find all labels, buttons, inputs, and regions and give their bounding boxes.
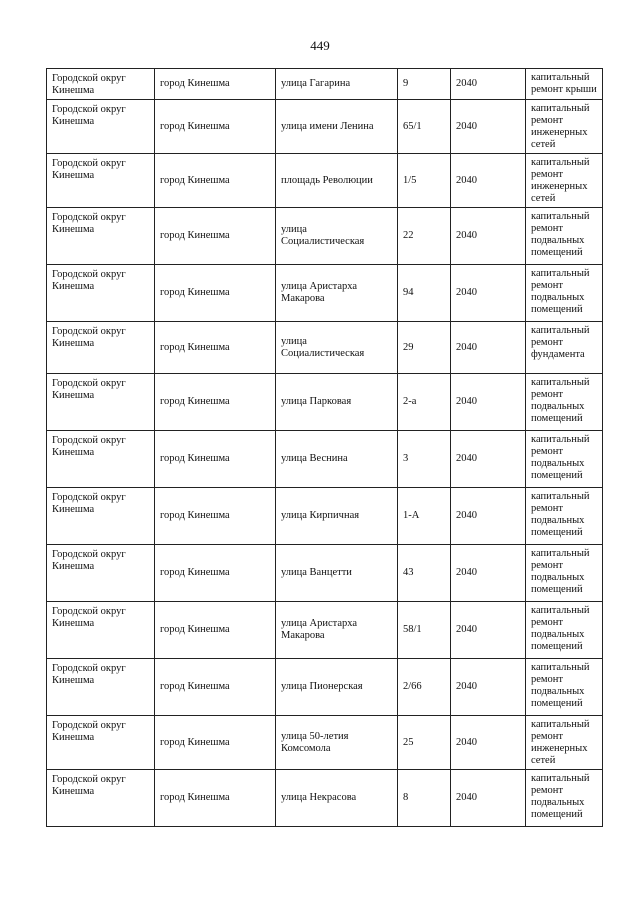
repair-registry-table [46,68,603,827]
table-row [47,545,603,602]
district-cell: Городской округ Кинешма [47,374,155,431]
street-cell: улица Социалистическая [276,322,398,374]
table-row [47,716,603,770]
work-type-cell: капитальный ремонт инженерных сетей [526,716,603,770]
locality-cell: город Кинешма [155,431,276,488]
work-type-cell: капитальный ремонт подвальных помещений [526,659,603,716]
year-cell: 2040 [451,154,526,208]
work-type-cell: капитальный ремонт подвальных помещений [526,770,603,827]
house-cell: 1/5 [398,154,451,208]
work-type-cell: капитальный ремонт подвальных помещений [526,265,603,322]
work-type-cell: капитальный ремонт подвальных помещений [526,374,603,431]
work-type-cell: капитальный ремонт подвальных помещений [526,431,603,488]
year-cell: 2040 [451,100,526,154]
year-cell: 2040 [451,265,526,322]
district-cell: Городской округ Кинешма [47,100,155,154]
district-cell: Городской округ Кинешма [47,322,155,374]
locality-cell: город Кинешма [155,208,276,265]
locality-cell: город Кинешма [155,100,276,154]
year-cell: 2040 [451,659,526,716]
district-cell: Городской округ Кинешма [47,69,155,100]
street-cell: улица Веснина [276,431,398,488]
year-cell: 2040 [451,545,526,602]
district-cell: Городской округ Кинешма [47,208,155,265]
work-type-cell: капитальный ремонт подвальных помещений [526,488,603,545]
work-type-cell: капитальный ремонт подвальных помещений [526,545,603,602]
page-number: 449 [310,38,330,53]
district-cell: Городской округ Кинешма [47,431,155,488]
year-cell: 2040 [451,716,526,770]
street-cell: улица имени Ленина [276,100,398,154]
table-row [47,154,603,208]
table-row [47,322,603,374]
street-cell: улица Аристарха Макарова [276,602,398,659]
house-cell: 3 [398,431,451,488]
work-type-cell: капитальный ремонт подвальных помещений [526,602,603,659]
street-cell: улица Социалистическая [276,208,398,265]
table-row [47,431,603,488]
locality-cell: город Кинешма [155,488,276,545]
locality-cell: город Кинешма [155,322,276,374]
house-cell: 8 [398,770,451,827]
district-cell: Городской округ Кинешма [47,545,155,602]
locality-cell: город Кинешма [155,659,276,716]
table-row [47,208,603,265]
street-cell: улица 50-летия Комсомола [276,716,398,770]
table-row [47,770,603,827]
work-type-cell: капитальный ремонт фундамента [526,322,603,374]
table-row [47,265,603,322]
year-cell: 2040 [451,488,526,545]
street-cell: улица Пионерская [276,659,398,716]
street-cell: улица Кирпичная [276,488,398,545]
district-cell: Городской округ Кинешма [47,770,155,827]
year-cell: 2040 [451,322,526,374]
table-row [47,659,603,716]
year-cell: 2040 [451,208,526,265]
street-cell: улица Аристарха Макарова [276,265,398,322]
house-cell: 1-А [398,488,451,545]
work-type-cell: капитальный ремонт инженерных сетей [526,100,603,154]
work-type-cell: капитальный ремонт инженерных сетей [526,154,603,208]
street-cell: площадь Революции [276,154,398,208]
locality-cell: город Кинешма [155,374,276,431]
table-row [47,488,603,545]
house-cell: 22 [398,208,451,265]
street-cell: улица Парковая [276,374,398,431]
locality-cell: город Кинешма [155,69,276,100]
year-cell: 2040 [451,69,526,100]
table-row [47,100,603,154]
locality-cell: город Кинешма [155,716,276,770]
locality-cell: город Кинешма [155,545,276,602]
year-cell: 2040 [451,431,526,488]
district-cell: Городской округ Кинешма [47,154,155,208]
table-row [47,69,603,100]
house-cell: 65/1 [398,100,451,154]
house-cell: 2-а [398,374,451,431]
year-cell: 2040 [451,374,526,431]
work-type-cell: капитальный ремонт подвальных помещений [526,208,603,265]
locality-cell: город Кинешма [155,602,276,659]
year-cell: 2040 [451,770,526,827]
house-cell: 25 [398,716,451,770]
table-row [47,374,603,431]
house-cell: 58/1 [398,602,451,659]
house-cell: 29 [398,322,451,374]
district-cell: Городской округ Кинешма [47,659,155,716]
house-cell: 2/66 [398,659,451,716]
table-row [47,602,603,659]
street-cell: улица Некрасова [276,770,398,827]
year-cell: 2040 [451,602,526,659]
house-cell: 43 [398,545,451,602]
district-cell: Городской округ Кинешма [47,488,155,545]
district-cell: Городской округ Кинешма [47,265,155,322]
house-cell: 9 [398,69,451,100]
street-cell: улица Гагарина [276,69,398,100]
street-cell: улица Ванцетти [276,545,398,602]
house-cell: 94 [398,265,451,322]
district-cell: Городской округ Кинешма [47,716,155,770]
locality-cell: город Кинешма [155,770,276,827]
table-body [47,69,603,827]
district-cell: Городской округ Кинешма [47,602,155,659]
work-type-cell: капитальный ремонт крыши [526,69,603,100]
locality-cell: город Кинешма [155,154,276,208]
locality-cell: город Кинешма [155,265,276,322]
